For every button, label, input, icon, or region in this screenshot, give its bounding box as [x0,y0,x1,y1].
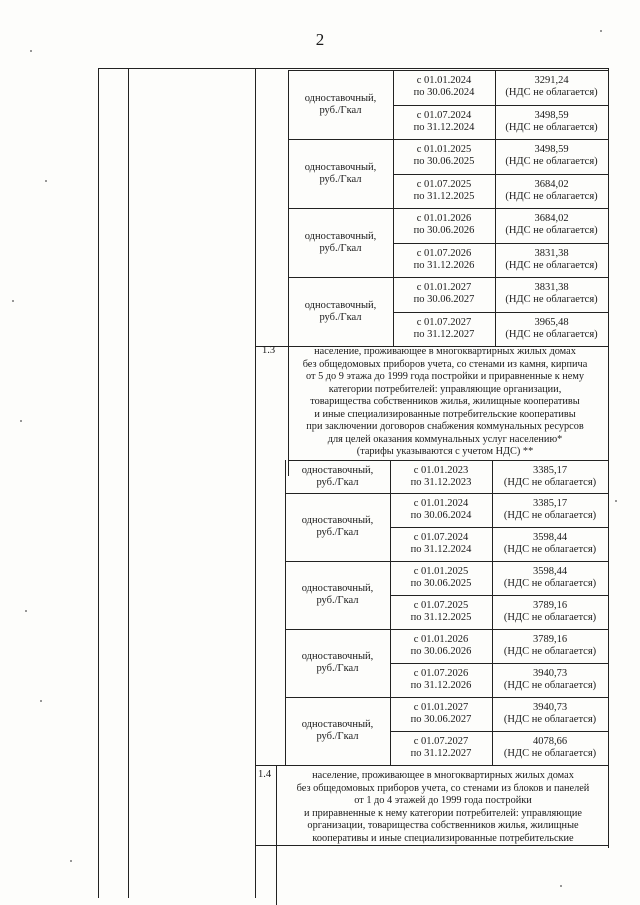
tariff-value: 3684,02 (НДС не облагается) [505,178,598,202]
table-border-right [608,68,609,848]
tariff-value: 3598,44 (НДС не облагается) [503,566,597,589]
period-cell: с 01.07.2026 по 31.12.2026 [413,247,475,271]
scan-speck [30,50,32,52]
table-column-divider [276,765,277,905]
tariff-value: 4078,66 (НДС не облагается) [503,736,597,759]
period-cell: с 01.01.2023 по 31.12.2023 [410,464,472,488]
period-cell: с 01.01.2024 по 30.06.2024 [413,75,475,99]
table-column-divider [495,70,496,346]
tariff-value: 3385,17 (НДС не облагается) [503,498,597,521]
tariff-type-cell: одноставочный, руб./Гкал [304,230,377,254]
period-cell: с 01.07.2024 по 31.12.2024 [410,532,472,555]
tariff-type-cell: одноставочный, руб./Гкал [301,583,374,606]
table-row-line [255,765,608,766]
scan-speck [12,300,14,302]
scan-speck [70,860,72,862]
period-cell: с 01.07.2026 по 31.12.2026 [410,668,472,691]
table-column-divider [255,68,256,898]
tariff-value: 3291,24 (НДС не облагается) [505,75,598,99]
section-description-1-3: население, проживающее в многоквартирных жилых домах без общедомовых приборов учета, со стенами из камня, кирпича от 5 до 9 этажа до 1999 года постройки и приравненные к нему категории потребителей: управляющие организации, товарищества собственников жилья, жилищные кооперативы и иные специализированные потребительские кооперативы при заключении договоров снабжения коммунальных ресурсов для целей оказания коммунальных услуг населению* (тарифы указываются с учетом НДС) ** [302,346,588,457]
table-row-line [255,845,608,846]
scan-speck [600,30,602,32]
period-cell: с 01.01.2027 по 30.06.2027 [410,702,472,725]
tariff-type-cell: одноставочный, руб./Гкал [304,161,377,185]
period-cell: с 01.01.2025 по 30.06.2025 [413,144,475,168]
tariff-value: 3831,38 (НДС не облагается) [505,247,598,271]
scan-speck [560,885,562,887]
period-cell: с 01.07.2027 по 31.12.2027 [413,316,475,340]
tariff-type-cell: одноставочный, руб./Гкал [301,719,374,742]
tariff-value: 3498,59 (НДС не облагается) [505,144,598,168]
table-border-top [98,68,608,69]
section-number-1-3: 1.3 [262,345,276,356]
table-column-divider [285,460,286,765]
table-column-divider [492,460,493,765]
section-number-1-4: 1.4 [258,769,272,780]
tariff-value: 3598,44 (НДС не облагается) [503,532,597,555]
period-cell: с 01.07.2027 по 31.12.2027 [410,736,472,759]
scan-speck [20,420,22,422]
tariff-value: 3940,73 (НДС не облагается) [503,702,597,725]
period-cell: с 01.01.2026 по 30.06.2026 [410,634,472,657]
scan-speck [25,610,27,612]
tariff-value: 3684,02 (НДС не облагается) [505,213,598,237]
tariff-value: 3498,59 (НДС не облагается) [505,109,598,133]
tariff-value: 3385,17 (НДС не облагается) [503,464,597,488]
period-cell: с 01.01.2027 по 30.06.2027 [413,282,475,306]
scan-speck [40,700,42,702]
table-column-divider [128,68,129,898]
period-cell: с 01.01.2024 по 30.06.2024 [410,498,472,521]
period-cell: с 01.07.2025 по 31.12.2025 [413,178,475,202]
scan-speck [45,180,47,182]
tariff-value: 3940,73 (НДС не облагается) [503,668,597,691]
tariff-type-cell: одноставочный, руб./Гкал [301,464,374,488]
tariff-value: 3965,48 (НДС не облагается) [505,316,598,340]
tariff-type-cell: одноставочный, руб./Гкал [301,651,374,674]
table-column-divider [390,460,391,765]
table-border-left [98,68,99,898]
tariff-value: 3789,16 (НДС не облагается) [503,634,597,657]
period-cell: с 01.01.2026 по 30.06.2026 [413,213,475,237]
period-cell: с 01.01.2025 по 30.06.2025 [410,566,472,589]
period-cell: с 01.07.2025 по 31.12.2025 [410,600,472,623]
tariff-value: 3831,38 (НДС не облагается) [505,282,598,306]
tariff-type-cell: одноставочный, руб./Гкал [301,515,374,538]
tariff-type-cell: одноставочный, руб./Гкал [304,299,377,323]
tariff-value: 3789,16 (НДС не облагается) [503,600,597,623]
page-number: 2 [315,30,325,49]
period-cell: с 01.07.2024 по 31.12.2024 [413,109,475,133]
scan-speck [615,500,617,502]
tariff-type-cell: одноставочный, руб./Гкал [304,92,377,116]
table-column-divider [393,70,394,346]
section-description-1-4: население, проживающее в многоквартирных жилых домах без общедомовых приборов учета, со стенами из блоков и панелей от 1 до 4 этажей до 1999 года постройки и приравненные к нему категории потребителей: управляющие организации, товарищества собственников жилья, жилищные кооперативы и иные специализированные потребительские [296,770,590,844]
